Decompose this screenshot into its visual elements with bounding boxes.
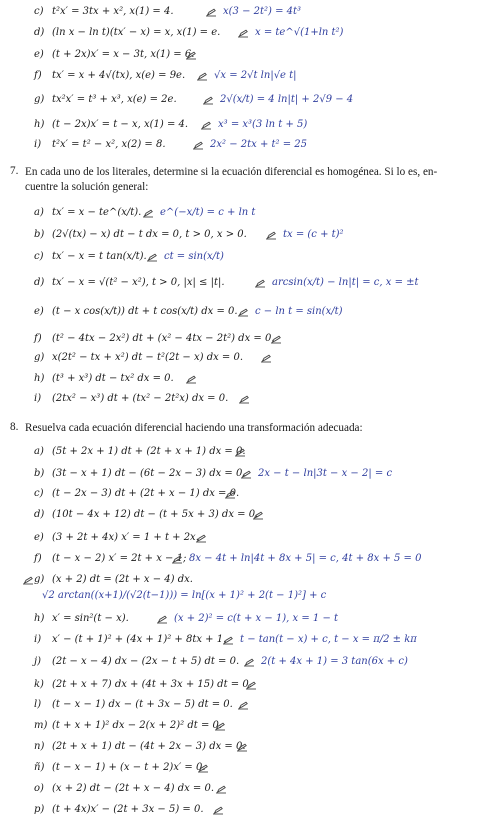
- equation: (2tx² − x³) dt + (tx² − 2t²x) dx = 0.: [52, 393, 229, 404]
- answer: x = te^√(1+ln t²): [255, 27, 344, 38]
- exercise-row: [0, 350, 500, 366]
- answer: t − tan(t − x) + c, t − x = π/2 ± kπ: [240, 634, 417, 645]
- equation: (t − x − 1) dx − (t + 3x − 5) dt = 0.: [52, 699, 233, 710]
- equation: x′ = sin²(t − x).: [52, 613, 129, 624]
- pencil-icon: [234, 447, 246, 456]
- exercise-label: d): [34, 277, 45, 288]
- section-8-instructions: [25, 421, 495, 436]
- equation: (t + 4x)x′ − (2t + 3x − 5) = 0.: [52, 804, 204, 815]
- equation: (3 + 2t + 4x) x′ = 1 + t + 2x.: [52, 532, 199, 543]
- exercise-label: g): [34, 352, 45, 363]
- exercise-row: [0, 507, 500, 523]
- equation: (ln x − ln t)(tx′ − x) = x, x(1) = e.: [52, 27, 221, 38]
- pencil-icon: [254, 278, 266, 287]
- exercise-row: [0, 68, 500, 84]
- equation: (x + 2) dt = (2t + x − 4) dx.: [52, 574, 193, 585]
- equation: (t + 2x)x′ = x − 3t, x(1) = 6.: [52, 49, 195, 60]
- equation: tx′ = x − te^(x/t).: [52, 207, 142, 218]
- pencil-icon: [265, 230, 277, 239]
- equation: tx²x′ = t³ + x³, x(e) = 2e.: [52, 94, 177, 105]
- exercise-label: p): [34, 804, 45, 815]
- pencil-icon: [192, 140, 204, 149]
- equation: x(2t² − tx + x²) dt − t²(2t − x) dx = 0.: [52, 352, 244, 363]
- exercise-label: a): [34, 207, 44, 218]
- exercise-row: [0, 486, 500, 502]
- pencil-icon: [200, 120, 212, 129]
- equation: (3t − x + 1) dt − (6t − 2x − 3) dx = 0.: [52, 468, 246, 479]
- equation: (2t + x + 1) dt − (4t + 2x − 3) dx = 0.: [52, 741, 246, 752]
- exercise-row: [0, 4, 500, 20]
- equation: (t³ + x³) dt − tx² dx = 0.: [52, 373, 174, 384]
- answer: (x + 2)² = c(t + x − 1), x = 1 − t: [174, 613, 339, 624]
- section-7-number: 7.: [10, 165, 19, 177]
- exercise-label: c): [34, 488, 44, 499]
- exercise-label: k): [34, 679, 44, 690]
- answer: √x = 2√t ln|√e t|: [214, 70, 297, 81]
- pencil-icon: [260, 353, 272, 362]
- equation: x′ − (t + 1)² + (4x + 1)² + 8tx + 1.: [52, 634, 227, 645]
- exercise-row: [0, 227, 500, 243]
- exercise-label: e): [34, 532, 44, 543]
- exercise-label: h): [34, 613, 45, 624]
- exercise-label: g): [34, 94, 45, 105]
- answer: x(3 − 2t²) = 4t³: [223, 6, 302, 17]
- pencil-icon: [205, 7, 217, 16]
- pencil-icon: [171, 554, 183, 563]
- exercise-label: m): [34, 720, 48, 731]
- pencil-icon: [252, 510, 264, 519]
- pencil-icon: [270, 334, 282, 343]
- exercise-row: [0, 47, 500, 63]
- exercise-row: [0, 249, 500, 265]
- equation: (5t + 2x + 1) dt + (2t + x + 1) dx = 0.: [52, 446, 246, 457]
- pencil-icon: [237, 307, 249, 316]
- answer: √2 arctan((x+1)/(√2(t−1))) = ln[(x + 1)² + 2(t − 1)²] + c: [42, 590, 327, 601]
- exercise-row: [0, 760, 500, 776]
- section-7-line-2: cuentre la solución general:: [25, 181, 149, 193]
- answer: 2x² − 2tx + t² = 25: [210, 139, 307, 150]
- equation: (t − 2x − 3) dt + (2t + x − 1) dx = 0.: [52, 488, 240, 499]
- exercise-label: g): [34, 574, 45, 585]
- pencil-icon: [237, 28, 249, 37]
- exercise-row: [0, 117, 500, 133]
- exercise-row: [0, 632, 500, 648]
- exercise-label: a): [34, 446, 44, 457]
- section-8-line-1: Resuelva cada ecuación diferencial haciendo una transformación adecuada:: [25, 422, 363, 434]
- pencil-icon: [237, 700, 249, 709]
- exercise-label: c): [34, 6, 44, 17]
- exercise-label: c): [34, 251, 44, 262]
- equation: t²x′ = 3tx + x², x(1) = 4.: [52, 6, 174, 17]
- pencil-icon: [185, 50, 197, 59]
- exercise-row: [0, 654, 500, 670]
- exercise-row: [0, 572, 500, 601]
- equation: tx′ = x + 4√(tx), x(e) = 9e.: [52, 70, 186, 81]
- pencil-icon: [185, 374, 197, 383]
- exercise-row: [0, 205, 500, 221]
- equation: t²x′ = t² − x², x(2) = 8.: [52, 139, 166, 150]
- equation: (x + 2) dt − (2t + x − 4) dx = 0.: [52, 783, 215, 794]
- pencil-icon: [202, 95, 214, 104]
- exercise-label: i): [34, 393, 42, 404]
- exercise-row: [0, 697, 500, 713]
- exercise-row: [0, 530, 500, 546]
- equation: tx′ − x = √(t² − x²), t > 0, |x| ≤ |t|.: [52, 277, 225, 288]
- exercise-label: n): [34, 741, 45, 752]
- answer: 2(t + 4x + 1) = 3 tan(6x + c): [261, 656, 408, 667]
- exercise-row: [0, 25, 500, 41]
- pencil-icon: [146, 252, 158, 261]
- exercise-row: [0, 677, 500, 693]
- equation: (2t + x + 7) dx + (4t + 3x + 15) dt = 0.: [52, 679, 252, 690]
- exercise-label: e): [34, 49, 44, 60]
- exercise-label: e): [34, 306, 44, 317]
- answer: x³ = x³(3 ln t + 5): [218, 119, 308, 130]
- pencil-icon: [236, 742, 248, 751]
- exercise-row: [0, 331, 500, 347]
- exercise-label: l): [34, 699, 42, 710]
- exercise-row: [0, 304, 500, 320]
- pencil-icon: [142, 208, 154, 217]
- exercise-label: f): [34, 70, 42, 81]
- equation: (2√(tx) − x) dt − t dx = 0, t > 0, x > 0.: [52, 229, 247, 240]
- equation: tx′ − x = t tan(x/t).: [52, 251, 147, 262]
- equation: (t − x − 2) x′ = 2t + x − 1;: [52, 553, 187, 564]
- pencil-icon: [238, 394, 250, 403]
- pencil-icon: [195, 533, 207, 542]
- pencil-icon: [196, 71, 208, 80]
- exercise-row: [0, 718, 500, 734]
- pencil-icon: [215, 784, 227, 793]
- equation: (10t − 4x + 12) dt − (t + 5x + 3) dx = 0.: [52, 509, 259, 520]
- exercise-label: i): [34, 634, 42, 645]
- equation: (t − x − 1) + (x − t + 2)x′ = 0.: [52, 762, 206, 773]
- answer: 8x − 4t + ln|4t + 8x + 5| = c, 4t + 8x + 5 = 0: [189, 553, 422, 564]
- pencil-icon: [224, 489, 236, 498]
- exercise-label: ñ): [34, 762, 45, 773]
- answer: e^(−x/t) = c + ln t: [160, 207, 256, 218]
- section-7-line-1: En cada uno de los literales, determine si la ecuación diferencial es homogénea. Si lo es, en-: [25, 166, 438, 178]
- section-7-instructions: [25, 165, 495, 195]
- pencil-icon: [222, 635, 234, 644]
- exercise-row: [0, 371, 500, 387]
- exercise-row: [0, 781, 500, 797]
- exercise-row: [0, 466, 500, 482]
- equation: (t − 2x)x′ = t − x, x(1) = 4.: [52, 119, 189, 130]
- pencil-icon: [214, 721, 226, 730]
- pencil-icon: [156, 614, 168, 623]
- equation: (t² − 4tx − 2x²) dt + (x² − 4tx − 2t²) dx = 0.: [52, 333, 275, 344]
- equation: (t + x + 1)² dx − 2(x + 2)² dt = 0.: [52, 720, 223, 731]
- exercise-label: f): [34, 333, 42, 344]
- exercise-label: b): [34, 468, 45, 479]
- pencil-icon: [243, 657, 255, 666]
- exercise-label: h): [34, 373, 45, 384]
- pencil-icon: [22, 575, 34, 584]
- answer: ct = sin(x/t): [164, 251, 224, 262]
- exercise-label: j): [34, 656, 42, 667]
- exercise-row: [0, 551, 500, 567]
- exercise-row: [0, 275, 500, 291]
- answer: arcsin(x/t) − ln|t| = c, x = ±t: [272, 277, 419, 288]
- exercise-row: [0, 137, 500, 153]
- answer: 2√(x/t) = 4 ln|t| + 2√9 − 4: [220, 94, 354, 105]
- pencil-icon: [240, 469, 252, 478]
- exercise-label: f): [34, 553, 42, 564]
- exercise-row: [0, 802, 500, 818]
- exercise-label: h): [34, 119, 45, 130]
- pencil-icon: [245, 680, 257, 689]
- exercise-row: [0, 739, 500, 755]
- exercise-label: d): [34, 509, 45, 520]
- exercise-row: [0, 444, 500, 460]
- exercise-row: [0, 92, 500, 108]
- equation: (t − x cos(x/t)) dt + t cos(x/t) dx = 0.: [52, 306, 238, 317]
- exercise-row: [0, 391, 500, 407]
- pencil-icon: [212, 805, 224, 814]
- exercise-row: [0, 611, 500, 627]
- answer: tx = (c + t)²: [283, 229, 344, 240]
- exercise-label: o): [34, 783, 44, 794]
- answer: c − ln t = sin(x/t): [255, 306, 343, 317]
- pencil-icon: [197, 763, 209, 772]
- exercise-label: b): [34, 229, 45, 240]
- exercise-label: i): [34, 139, 42, 150]
- exercise-label: d): [34, 27, 45, 38]
- answer: 2x − t − ln|3t − x − 2| = c: [258, 468, 393, 479]
- equation: (2t − x − 4) dx − (2x − t + 5) dt = 0.: [52, 656, 240, 667]
- section-8-number: 8.: [10, 421, 19, 433]
